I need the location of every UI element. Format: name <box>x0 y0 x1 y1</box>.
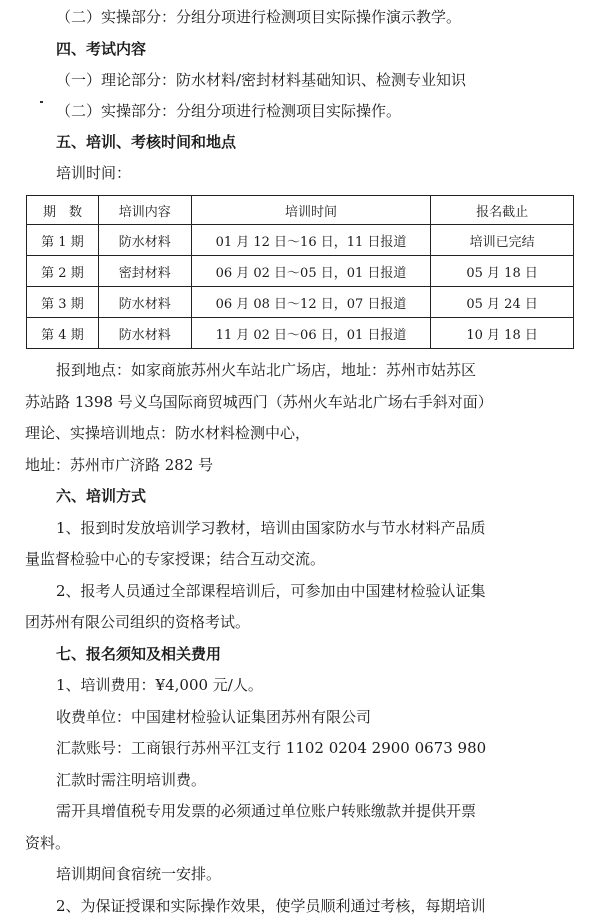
table-cell: 培训已完结 <box>431 225 574 256</box>
table-cell: 密封材料 <box>98 256 191 287</box>
text-line: 团苏州有限公司组织的资格考试。 <box>25 613 251 631</box>
scan-mark <box>40 101 43 103</box>
text-line: 需开具增值税专用发票的必须通过单位账户转账缴款并提供开票 <box>56 802 477 820</box>
table-row <box>27 256 574 287</box>
table-cell: 06 月 02 日～05 日，01 日报道 <box>191 256 431 287</box>
text-line: 理论、实操培训地点：防水材料检测中心， <box>25 424 311 442</box>
table-cell: 第 4 期 <box>27 318 99 349</box>
header-cell: 培训内容 <box>98 196 191 225</box>
text-line: 2、报考人员通过全部课程培训后，可参加由中国建材检验认证集 <box>56 582 486 600</box>
text-line: 汇款账号：工商银行苏州平江支行 1102 0204 2900 0673 980 <box>56 739 487 757</box>
text-line: （二）实操部分：分组分项进行检测项目实际操作演示教学。 <box>56 8 462 26</box>
text-line: 苏站路 1398 号义乌国际商贸城西门（苏州火车站北广场右手斜对面） <box>25 393 493 411</box>
table-row <box>27 287 574 318</box>
text-line: （二）实操部分：分组分项进行检测项目实际操作。 <box>56 102 402 120</box>
table-cell: 05 月 18 日 <box>431 256 574 287</box>
text-line: 资料。 <box>25 834 71 852</box>
header-cell: 期 数 <box>27 196 99 225</box>
schedule-table <box>26 195 574 349</box>
table-cell: 第 1 期 <box>27 225 99 256</box>
text-line: 汇款时需注明培训费。 <box>56 771 207 789</box>
table-row <box>27 225 574 256</box>
text-line: 报到地点：如家商旅苏州火车站北广场店，地址：苏州市姑苏区 <box>56 361 477 379</box>
text-line: 收费单位：中国建材检验认证集团苏州有限公司 <box>56 708 372 726</box>
section-heading: 六、培训方式 <box>56 487 147 505</box>
table-cell: 第 2 期 <box>27 256 99 287</box>
text-line: 2、为保证授课和实际操作效果，使学员顺利通过考核，每期培训 <box>56 897 486 915</box>
header-cell: 报名截止 <box>431 196 574 225</box>
table-row <box>27 318 574 349</box>
table-cell: 05 月 24 日 <box>431 287 574 318</box>
text-line: 量监督检验中心的专家授课；结合互动交流。 <box>25 550 326 568</box>
table-cell: 防水材料 <box>98 225 191 256</box>
table-cell: 第 3 期 <box>27 287 99 318</box>
section-heading: 七、报名须知及相关费用 <box>56 645 222 663</box>
text-line: 培训时间： <box>56 164 132 182</box>
text-line: 1、报到时发放培训学习教材，培训由国家防水与节水材料产品质 <box>56 519 486 537</box>
text-line: 培训期间食宿统一安排。 <box>56 865 222 883</box>
table-cell: 11 月 02 日～06 日，01 日报道 <box>191 318 431 349</box>
table-header-row <box>27 196 574 225</box>
table-cell: 01 月 12 日～16 日，11 日报道 <box>191 225 431 256</box>
table-cell: 10 月 18 日 <box>431 318 574 349</box>
table-cell: 防水材料 <box>98 287 191 318</box>
text-line: 地址：苏州市广济路 282 号 <box>25 456 214 474</box>
text-line: 1、培训费用：¥4,000 元/人。 <box>56 676 263 694</box>
table-cell: 防水材料 <box>98 318 191 349</box>
section-heading: 四、考试内容 <box>56 40 147 58</box>
table-cell: 06 月 08 日～12 日，07 日报道 <box>191 287 431 318</box>
text-line: （一）理论部分：防水材料/密封材料基础知识、检测专业知识 <box>56 71 467 89</box>
header-cell: 培训时间 <box>191 196 431 225</box>
section-heading: 五、培训、考核时间和地点 <box>56 133 237 151</box>
